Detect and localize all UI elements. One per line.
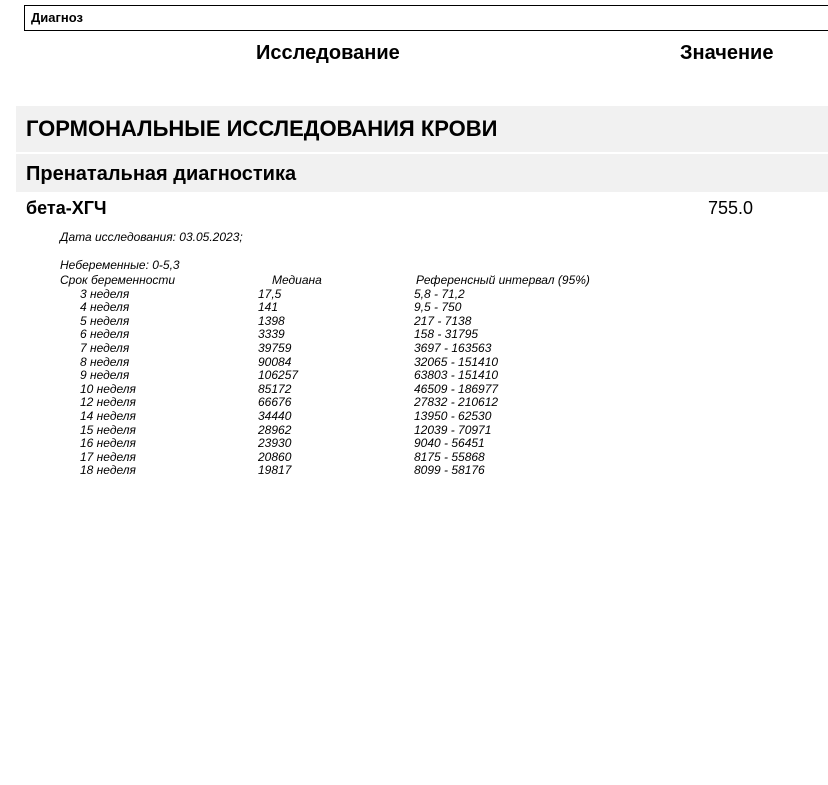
reference-table	[60, 274, 656, 478]
cell-term: 15 неделя	[80, 422, 136, 437]
cell-median: 23930	[258, 436, 292, 451]
section-title: ГОРМОНАЛЬНЫЕ ИССЛЕДОВАНИЯ КРОВИ	[16, 106, 828, 152]
cell-term: 5 неделя	[80, 313, 130, 328]
diagnosis-box	[24, 5, 828, 31]
cell-interval: 5,8 - 71,2	[414, 286, 465, 301]
cell-median: 90084	[258, 354, 292, 369]
table-row	[60, 328, 656, 342]
cell-term: 18 неделя	[80, 463, 136, 478]
table-row	[60, 424, 656, 438]
cell-median: 106257	[258, 368, 299, 383]
cell-term: 12 неделя	[80, 395, 136, 410]
table-row	[60, 383, 656, 397]
cell-interval: 27832 - 210612	[414, 395, 499, 410]
table-row	[60, 369, 656, 383]
table-row	[60, 396, 656, 410]
cell-term: 16 неделя	[80, 436, 136, 451]
cell-interval: 158 - 31795	[414, 327, 479, 342]
cell-interval: 12039 - 70971	[414, 422, 492, 437]
cell-median: 19817	[258, 463, 292, 478]
cell-term: 10 неделя	[80, 381, 136, 396]
header-median: Медиана	[272, 273, 322, 287]
cell-median: 28962	[258, 422, 292, 437]
subsection-title: Пренатальная диагностика	[16, 154, 828, 192]
cell-median: 85172	[258, 381, 292, 396]
cell-median: 34440	[258, 408, 292, 423]
cell-interval: 9,5 - 750	[414, 300, 462, 315]
cell-interval: 8099 - 58176	[414, 463, 485, 478]
reference-table-body	[60, 288, 656, 478]
cell-term: 3 неделя	[80, 286, 130, 301]
cell-term: 8 неделя	[80, 354, 130, 369]
cell-median: 20860	[258, 449, 292, 464]
cell-interval: 9040 - 56451	[414, 436, 485, 451]
table-row	[60, 437, 656, 451]
cell-median: 1398	[258, 313, 285, 328]
test-date: Дата исследования: 03.05.2023;	[60, 230, 243, 244]
table-row	[60, 301, 656, 315]
table-row	[60, 315, 656, 329]
reference-table-header	[60, 274, 656, 288]
cell-interval: 46509 - 186977	[414, 381, 499, 396]
header-term: Срок беременности	[60, 273, 176, 287]
cell-interval: 13950 - 62530	[414, 408, 492, 423]
diagnosis-label: Диагноз	[31, 10, 83, 25]
cell-median: 3339	[258, 327, 285, 342]
cell-interval: 32065 - 151410	[414, 354, 499, 369]
column-header-value: Значение	[680, 42, 774, 64]
table-row	[60, 356, 656, 370]
test-value: 755.0	[708, 198, 754, 218]
non-pregnant-reference: Небеременные: 0-5,3	[60, 258, 180, 272]
cell-interval: 8175 - 55868	[414, 449, 485, 464]
cell-term: 4 неделя	[80, 300, 130, 315]
header-interval: Референсный интервал (95%)	[416, 273, 590, 287]
table-row	[60, 451, 656, 465]
table-row	[60, 342, 656, 356]
cell-median: 141	[258, 300, 279, 315]
table-row	[60, 464, 656, 478]
cell-term: 17 неделя	[80, 449, 136, 464]
cell-median: 17,5	[258, 286, 282, 301]
test-name: бета-ХГЧ	[26, 198, 107, 218]
cell-term: 14 неделя	[80, 408, 136, 423]
cell-interval: 63803 - 151410	[414, 368, 499, 383]
column-header-study: Исследование	[256, 42, 400, 64]
cell-median: 39759	[258, 340, 292, 355]
cell-term: 9 неделя	[80, 368, 130, 383]
table-row	[60, 410, 656, 424]
cell-median: 66676	[258, 395, 292, 410]
cell-term: 6 неделя	[80, 327, 130, 342]
cell-term: 7 неделя	[80, 340, 130, 355]
cell-interval: 3697 - 163563	[414, 340, 492, 355]
table-row	[60, 288, 656, 302]
cell-interval: 217 - 7138	[414, 313, 472, 328]
